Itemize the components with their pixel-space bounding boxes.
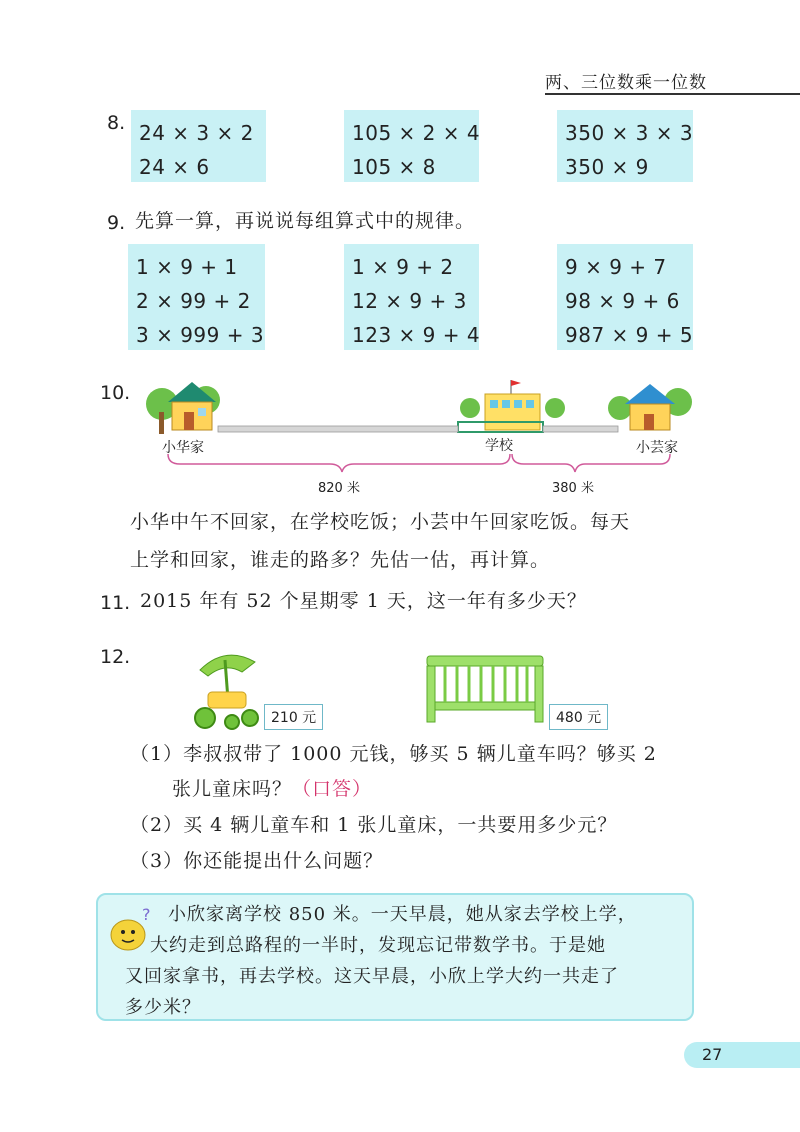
q11-number: 11. [100, 592, 131, 614]
price-tag-tricycle: 210 元 [264, 704, 323, 730]
q9-number: 9. [107, 212, 126, 234]
q10-number: 10. [100, 382, 131, 404]
place-school: 学校 [485, 438, 513, 454]
oral-answer-note: （口答） [292, 778, 373, 800]
q8-box-2 [344, 110, 479, 182]
q11-text: 2015 年有 52 个星期零 1 天，这一年有多少天？ [140, 590, 587, 612]
tricycle-illustration [180, 640, 270, 735]
calc-line: 24 × 3 × 2 [139, 121, 254, 145]
calc-line: 987 × 9 + 5 [565, 323, 694, 347]
calc-line: 123 × 9 + 4 [352, 323, 481, 347]
q8-number: 8. [107, 112, 126, 134]
think-line1: 小欣家离学校 850 米。一天早晨，她从家去学校上学， [168, 904, 637, 925]
crib-illustration [425, 650, 545, 725]
q12-number: 12. [100, 646, 131, 668]
calc-line: 2 × 99 + 2 [136, 289, 251, 313]
calc-line: 24 × 6 [139, 155, 210, 179]
price-tag-crib: 480 元 [549, 704, 608, 730]
place-xiaohua: 小华家 [162, 440, 204, 456]
header-rule [545, 93, 800, 95]
svg-text:?: ? [142, 905, 151, 924]
calc-line: 98 × 9 + 6 [565, 289, 680, 313]
place-xiaoyun: 小芸家 [636, 440, 678, 456]
calc-line: 3 × 999 + 3 [136, 323, 265, 347]
calc-line: 9 × 9 + 7 [565, 255, 667, 279]
q12-sub3: （3）你还能提出什么问题？ [130, 850, 384, 872]
think-line4: 多少米？ [125, 997, 201, 1018]
calc-line: 350 × 3 × 3 [565, 121, 694, 145]
distance-left: 820 米 [318, 481, 360, 496]
chapter-title: 两、三位数乘一位数 [545, 73, 707, 93]
calc-line: 105 × 8 [352, 155, 436, 179]
think-line3: 又回家拿书，再去学校。这天早晨，小欣上学大约一共走了 [125, 966, 619, 987]
calc-line: 1 × 9 + 2 [352, 255, 454, 279]
calc-line: 350 × 9 [565, 155, 649, 179]
calc-line: 105 × 2 × 4 [352, 121, 481, 145]
q9-box-1 [128, 244, 265, 350]
q9-prompt: 先算一算，再说说每组算式中的规律。 [135, 210, 476, 232]
calc-line: 1 × 9 + 1 [136, 255, 238, 279]
q12-sub2: （2）买 4 辆儿童车和 1 张儿童床，一共要用多少元？ [130, 814, 618, 836]
q10-text-line1: 小华中午不回家，在学校吃饭；小芸中午回家吃饭。每天 [130, 511, 631, 533]
think-line2: 大约走到总路程的一半时，发现忘记带数学书。于是她 [150, 935, 606, 956]
q12-sub1-line1: （1）李叔叔带了 1000 元钱，够买 5 辆儿童车吗？够买 2 [130, 743, 657, 765]
q12-sub1-line2 [172, 770, 372, 808]
q8-box-1 [131, 110, 266, 182]
xiaohua-house-illustration [146, 382, 220, 434]
school-illustration [458, 380, 565, 432]
distance-right: 380 米 [552, 481, 594, 496]
page-number: 27 [702, 1045, 723, 1064]
q9-box-3 [557, 244, 693, 350]
route-diagram [140, 372, 700, 502]
q12-sub1-line2-text: 张儿童床吗？ [172, 778, 293, 800]
q8-box-3 [557, 110, 693, 182]
xiaoyun-house-illustration [608, 384, 692, 430]
calc-line: 12 × 9 + 3 [352, 289, 467, 313]
q10-text-line2: 上学和回家，谁走的路多？先估一估，再计算。 [130, 549, 551, 571]
q9-box-2 [344, 244, 479, 350]
